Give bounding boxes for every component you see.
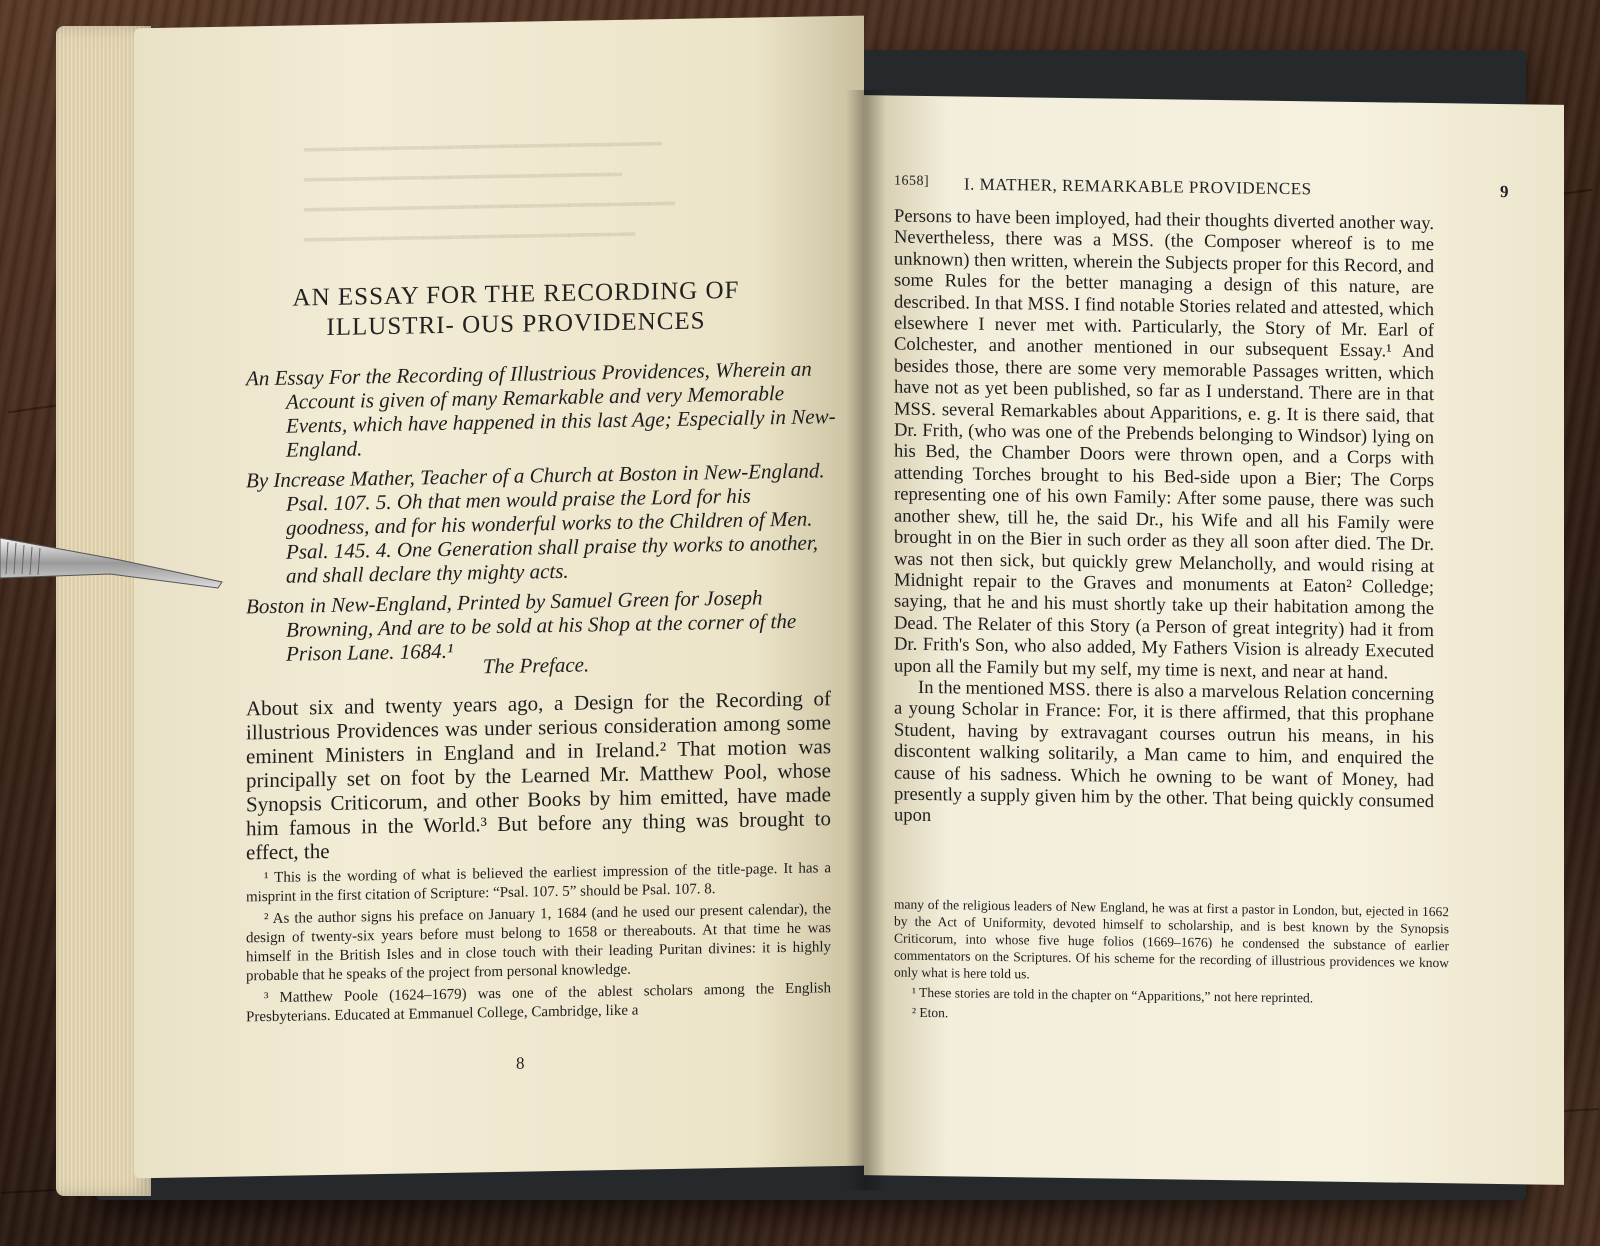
running-head-title: I. MATHER, REMARKABLE PROVIDENCES (964, 174, 1312, 199)
footnote: ³ Matthew Poole (1624–1679) was one of the ablest scholars among the English Presbyterians. Educated at Emmanuel College, Cambridge, like a (246, 980, 831, 1026)
footnote: ² Eton. (912, 1004, 949, 1021)
preface-body: About six and twenty years ago, a Design for the Recording of illustrious Providences was under serious consideration among some eminent Ministers in England and in Ireland.² That motion was principally set on foot by the Learned Mr. Matthew Pool, whose Synopsis Criticorum, and other Books by him emitted, have made him famous in the World.³ But before any thing was brought to effect, the (246, 686, 831, 865)
tweezers (0, 530, 225, 590)
book-gutter (846, 90, 886, 1190)
open-book (56, 20, 1546, 1200)
imprint-line: An Essay For the Recording of Illustrious Providences, Wherein an Account is given of many Remarkable and very Memorable Events, which have happened in this last Age; Especially in New-England. (246, 356, 836, 462)
show-through-text: ━━━━━━━━━━━━━━━━━━━━━━━━━━━ ━━━━━━━━━━━━━━━━━━━━━━━━ ━━━━━━━━━━━━━━━━━━━━━━━━━━━━ ━━━━━━━━━━━━━━━━━━━━━━━━━ (304, 131, 675, 253)
running-head-year: 1658] (894, 173, 930, 190)
essay-title: AN ESSAY FOR THE RECORDING OF ILLUSTRI- OUS PROVIDENCES (292, 276, 740, 342)
preface-heading: The Preface. (482, 652, 590, 679)
imprint-line: By Increase Mather, Teacher of a Church at Boston in New-England. Psal. 107. 5. Oh that men would praise the Lord for his goodness, and for his wonderful works to the Children of Men. Psal. 145. 4. One Generation shall praise thy works to another, and shall declare thy mighty acts. (246, 458, 825, 588)
footnote: ¹ This is the wording of what is believed the earliest impression of the title-page. It has a misprint in the first citation of Scripture: “Psal. 107. 5” should be Psal. 107. 8. (246, 860, 831, 906)
imprint-block (246, 356, 836, 672)
imprint-line: Boston in New-England, Printed by Samuel Green for Joseph Browning, And are to be sold at his Shop at the corner of the Prison Lane. 1684.¹ (246, 585, 797, 666)
footnote-continued: many of the religious leaders of New England, he was at first a pastor in London, but, ejected in 1662 by the Act of Uniformity, devoted himself to scholarship, and is best known by the Synopsis Criticorum, into whose five huge folios (1669–1676) he condensed the substance of earlier commentators on the Scriptures. Of his scheme for the recording of illustrious providences we know only what is here told us. (894, 896, 1449, 982)
body-paragraph: In the mentioned MSS. there is also a marvelous Relation concerning a young Scholar in France: For, it is there affirmed, that this prophane Student, having by extravagant courses outrun his means, in his discontent walking solitarily, a Man came to him, and enquired the cause of his sadness. Which he owning to be want of Money, had presently a supply given him by the other. That being quickly consumed upon (894, 676, 1434, 827)
page-number-left: 8 (516, 1053, 525, 1073)
right-body (894, 206, 1434, 834)
running-head (894, 173, 1514, 202)
right-page (864, 95, 1564, 1185)
right-footnotes (894, 896, 1449, 1032)
footnote: ² As the author signs his preface on January 1, 1684 (and he used our present calendar), the design of twenty-six years before must belong to 1658 or thereabouts. At that time he was himself in the British Isles and in close touch with their leading Puritan divines: it is highly probable that he speaks of the project from personal knowledge. (246, 901, 831, 985)
left-footnotes (246, 859, 831, 1030)
page-number-right: 9 (1500, 181, 1509, 202)
body-paragraph: Persons to have been imployed, had their thoughts diverted another way. Nevertheless, there was a MSS. (the Composer whereof is to me unknown) then written, wherein the Subjects proper for this Record, and some Rules for the better managing a design of this nature, are described. In that MSS. I find notable Stories related and attested, which elsewhere I never met with. Particularly, the Story of Mr. Earl of Colchester, and another mentioned in our subsequent Essay.¹ And besides those, there are some very memorable Passages written, which have not as yet been published, so far as I understand. There are in that MSS. several Remarkables about Apparitions, e. g. It is there said, that Dr. Frith, (who was one of the Prebends belonging to Windsor) lying on his Bed, the Chamber Doors were thrown open, and a Corps with attending Torches brought to his Bed-side upon a Bier; The Corps representing one of his own Family: After some pause, there was such another shew, till he, the said Dr., his Wife and all his Family were brought in on the Bier in such order as they all soon after died. The Dr. was not then sick, but quickly grew Melancholly, and would rising at Midnight repair to the Graves and monuments at Eaton² Colledge; saying, that he and his must shortly take up their habitation among the Dead. The Relater of this Story (a Person of great integrity) had it from Dr. Frith's Son, who also added, My Fathers Vision is already Executed upon all the Family but my self, my time is next, and near at hand. (894, 205, 1434, 683)
footnote: ¹ These stories are told in the chapter on “Apparitions,” not here reprinted. (912, 984, 1314, 1006)
left-page (134, 16, 864, 1179)
